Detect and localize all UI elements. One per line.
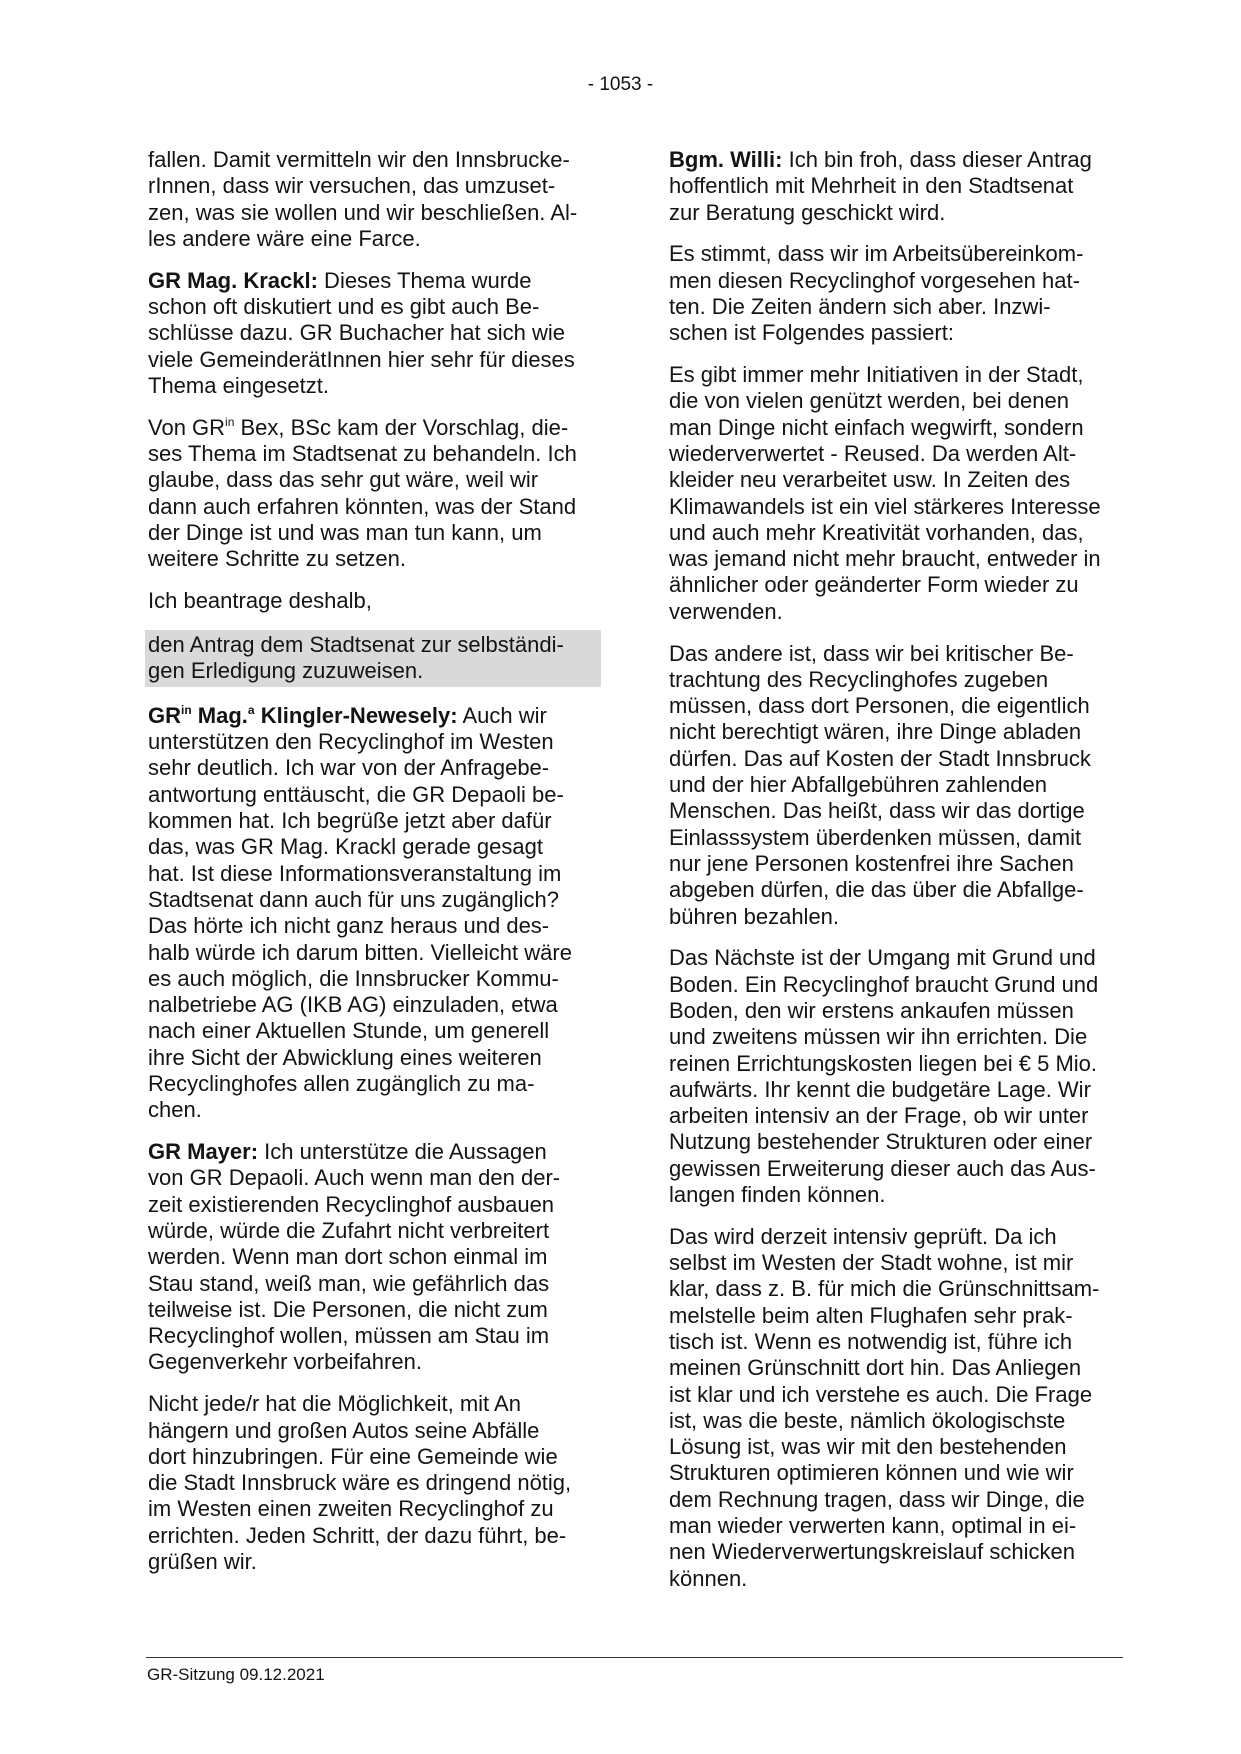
speech-text: Ich bin froh, dass dieser Antrag hoffentlich mit Mehrheit in den Stadtsenat zur Beratung geschickt wird.: [669, 147, 1092, 225]
speaker-name: GR Mayer:: [148, 1139, 259, 1165]
superscript: in: [181, 702, 192, 717]
paragraph: [669, 241, 1119, 346]
paragraph-text: Von GR: [148, 414, 226, 440]
speaker-name: [148, 703, 458, 728]
paragraph-text: Es gibt immer mehr Initiativen in der Stadt, die von vielen genützt werden, bei denen man Dinge nicht einfach wegwirft, sondern wiederverwertet - Reused. Da werden Alt- kleider neu verarbeitet usw. In Zeiten des Klimawandels ist ein viel stärkeres Interesse und auch mehr Kreativität vorhanden, das, was jemand nicht mehr braucht, entweder in ähnlicher oder geänderter Form wieder zu verwenden.: [669, 362, 1101, 624]
speech-text: Dieses Thema wurde schon oft diskutiert und es gibt auch Be- schlüsse dazu. GR Buchacher hat sich wie viele GemeinderätInnen hier sehr für dieses Thema eingesetzt.: [148, 267, 575, 398]
speaker-name: GR Mag. Krackl:: [148, 267, 318, 293]
footer-session-date: GR-Sitzung 09.12.2021: [147, 1665, 325, 1684]
speaker-name-part: GR: [148, 702, 181, 728]
speech-willi: [669, 147, 1119, 226]
paragraph: [669, 641, 1119, 930]
paragraph: [669, 1224, 1119, 1592]
paragraph-text: Das wird derzeit intensiv geprüft. Da ich selbst im Westen der Stadt wohne, ist mir klar, dass z. B. für mich die Grünschnittsam- melstelle beim alten Flughafen sehr prak- tisch ist. Wenn es notwendig ist, führe ich meinen Grünschnitt dort hin. Das Anliegen ist klar und ich verstehe es auch. Die Frage ist, was die beste, nämlich ökologischste Lösung ist, was wir mit den bestehenden Strukturen optimieren können und wie wir dem Rechnung tragen, dass wir Dinge, die man wieder verwerten kann, optimal in ei- nen Wiederverwertungskreislauf schicken können.: [669, 1223, 1100, 1591]
motion-highlight: [145, 630, 601, 688]
speech-mayer: [148, 1139, 598, 1376]
paragraph-text: Nicht jede/r hat die Möglichkeit, mit An hängern und großen Autos seine Abfälle dort hinzubringen. Für eine Gemeinde wie die Stadt Innsbruck wäre es dringend nötig, im Westen einen zweiten Recyclinghof zu errichten. Jeden Schritt, der dazu führt, be- grüßen wir.: [148, 1391, 572, 1575]
paragraph-text: Das Nächste ist der Umgang mit Grund und Boden. Ein Recyclinghof braucht Grund und Boden, den wir erstens ankaufen müssen und zweitens müssen wir ihn errichten. Die reinen Errichtungskosten liegen bei € 5 Mio. aufwärts. Ihr kennt die budgetäre Lage. Wir arbeiten intensiv an der Frage, ob wir unter Nutzung bestehender Strukturen oder einer gewissen Erweiterung dieser auch das Aus- langen finden können.: [669, 945, 1099, 1207]
right-column: [669, 147, 1119, 1607]
superscript: a: [247, 702, 255, 717]
speaker-name-part: Mag.: [191, 702, 248, 728]
page-number: - 1053 -: [587, 74, 654, 95]
paragraph: [148, 415, 598, 573]
speech-klingler-newesely: [148, 703, 598, 1124]
motion-text: den Antrag dem Stadtsenat zur selbständi- gen Erledigung zuzuweisen.: [148, 631, 564, 684]
speaker-name: Bgm. Willi:: [669, 147, 783, 172]
left-column: [148, 147, 598, 1591]
speech-text: Auch wir unterstützen den Recyclinghof im Westen sehr deutlich. Ich war von der Anfragebe- antwortung enttäuscht, die GR Depaoli be- kommen hat. Ich begrüße jetzt aber dafür das, was GR Mag. Krackl gerade gesagt hat. Ist diese Informationsveranstaltung im Stadtsenat dann auch für uns zugänglich? Das hörte ich nicht ganz heraus und des- halb würde ich darum bitten. Vielleicht wäre es auch möglich, die Innsbrucker Kommu- nalbetriebe AG (IKB AG) einzuladen, etwa nach einer Aktuellen Stunde, um generell ihre Sicht der Abwicklung eines weiteren Recyclinghofes allen zugänglich zu ma- chen.: [148, 702, 572, 1123]
paragraph-text: Bex, BSc kam der Vorschlag, die- ses Thema im Stadtsenat zu behandeln. Ich glaube, dass das sehr gut wäre, weil wir dann auch erfahren könnten, was der Stand der Dinge ist und was man tun kann, um weitere Schritte zu setzen.: [148, 414, 577, 572]
paragraph: [148, 1391, 598, 1575]
paragraph: [148, 588, 598, 614]
paragraph-text: Ich beantrage deshalb,: [148, 587, 372, 613]
paragraph-text: Es stimmt, dass wir im Arbeitsübereinkom- men diesen Recyclinghof vorgesehen hat- ten. Die Zeiten ändern sich aber. Inzwi- schen ist Folgendes passiert:: [669, 241, 1084, 346]
speaker-name-part: Klingler-Newesely:: [254, 702, 458, 728]
footer-divider: [146, 1657, 1123, 1658]
paragraph: [669, 945, 1119, 1208]
paragraph-text: Das andere ist, dass wir bei kritischer Be- trachtung des Recyclinghofes zugeben müssen, dass dort Personen, die eigentlich nicht berechtigt wären, ihre Dinge abladen dürfen. Das auf Kosten der Stadt Innsbruck und der hier Abfallgebühren zahlenden Menschen. Das heißt, dass wir das dortige Einlasssystem überdenken müssen, damit nur jene Personen kostenfrei ihre Sachen abgeben dürfen, die das über die Abfallge- bühren bezahlen.: [669, 640, 1091, 929]
paragraph-text: fallen. Damit vermitteln wir den Innsbrucke- rInnen, dass wir versuchen, das umzuset- zen, was sie wollen und wir beschließen. Al- les andere wäre eine Farce.: [148, 147, 578, 251]
paragraph: [148, 147, 598, 252]
paragraph: [669, 362, 1119, 625]
speech-text: Ich unterstütze die Aussagen von GR Depaoli. Auch wenn man den der- zeit existierenden Recyclinghof ausbauen würde, würde die Zufahrt nicht verbreitert werden. Wenn man dort schon einmal im Stau stand, weiß man, wie gefährlich das teilweise ist. Die Personen, die nicht zum Recyclinghof wollen, müssen am Stau im Gegenverkehr vorbeifahren.: [148, 1139, 561, 1375]
speech-krackl: [148, 268, 598, 399]
superscript: in: [225, 414, 235, 429]
